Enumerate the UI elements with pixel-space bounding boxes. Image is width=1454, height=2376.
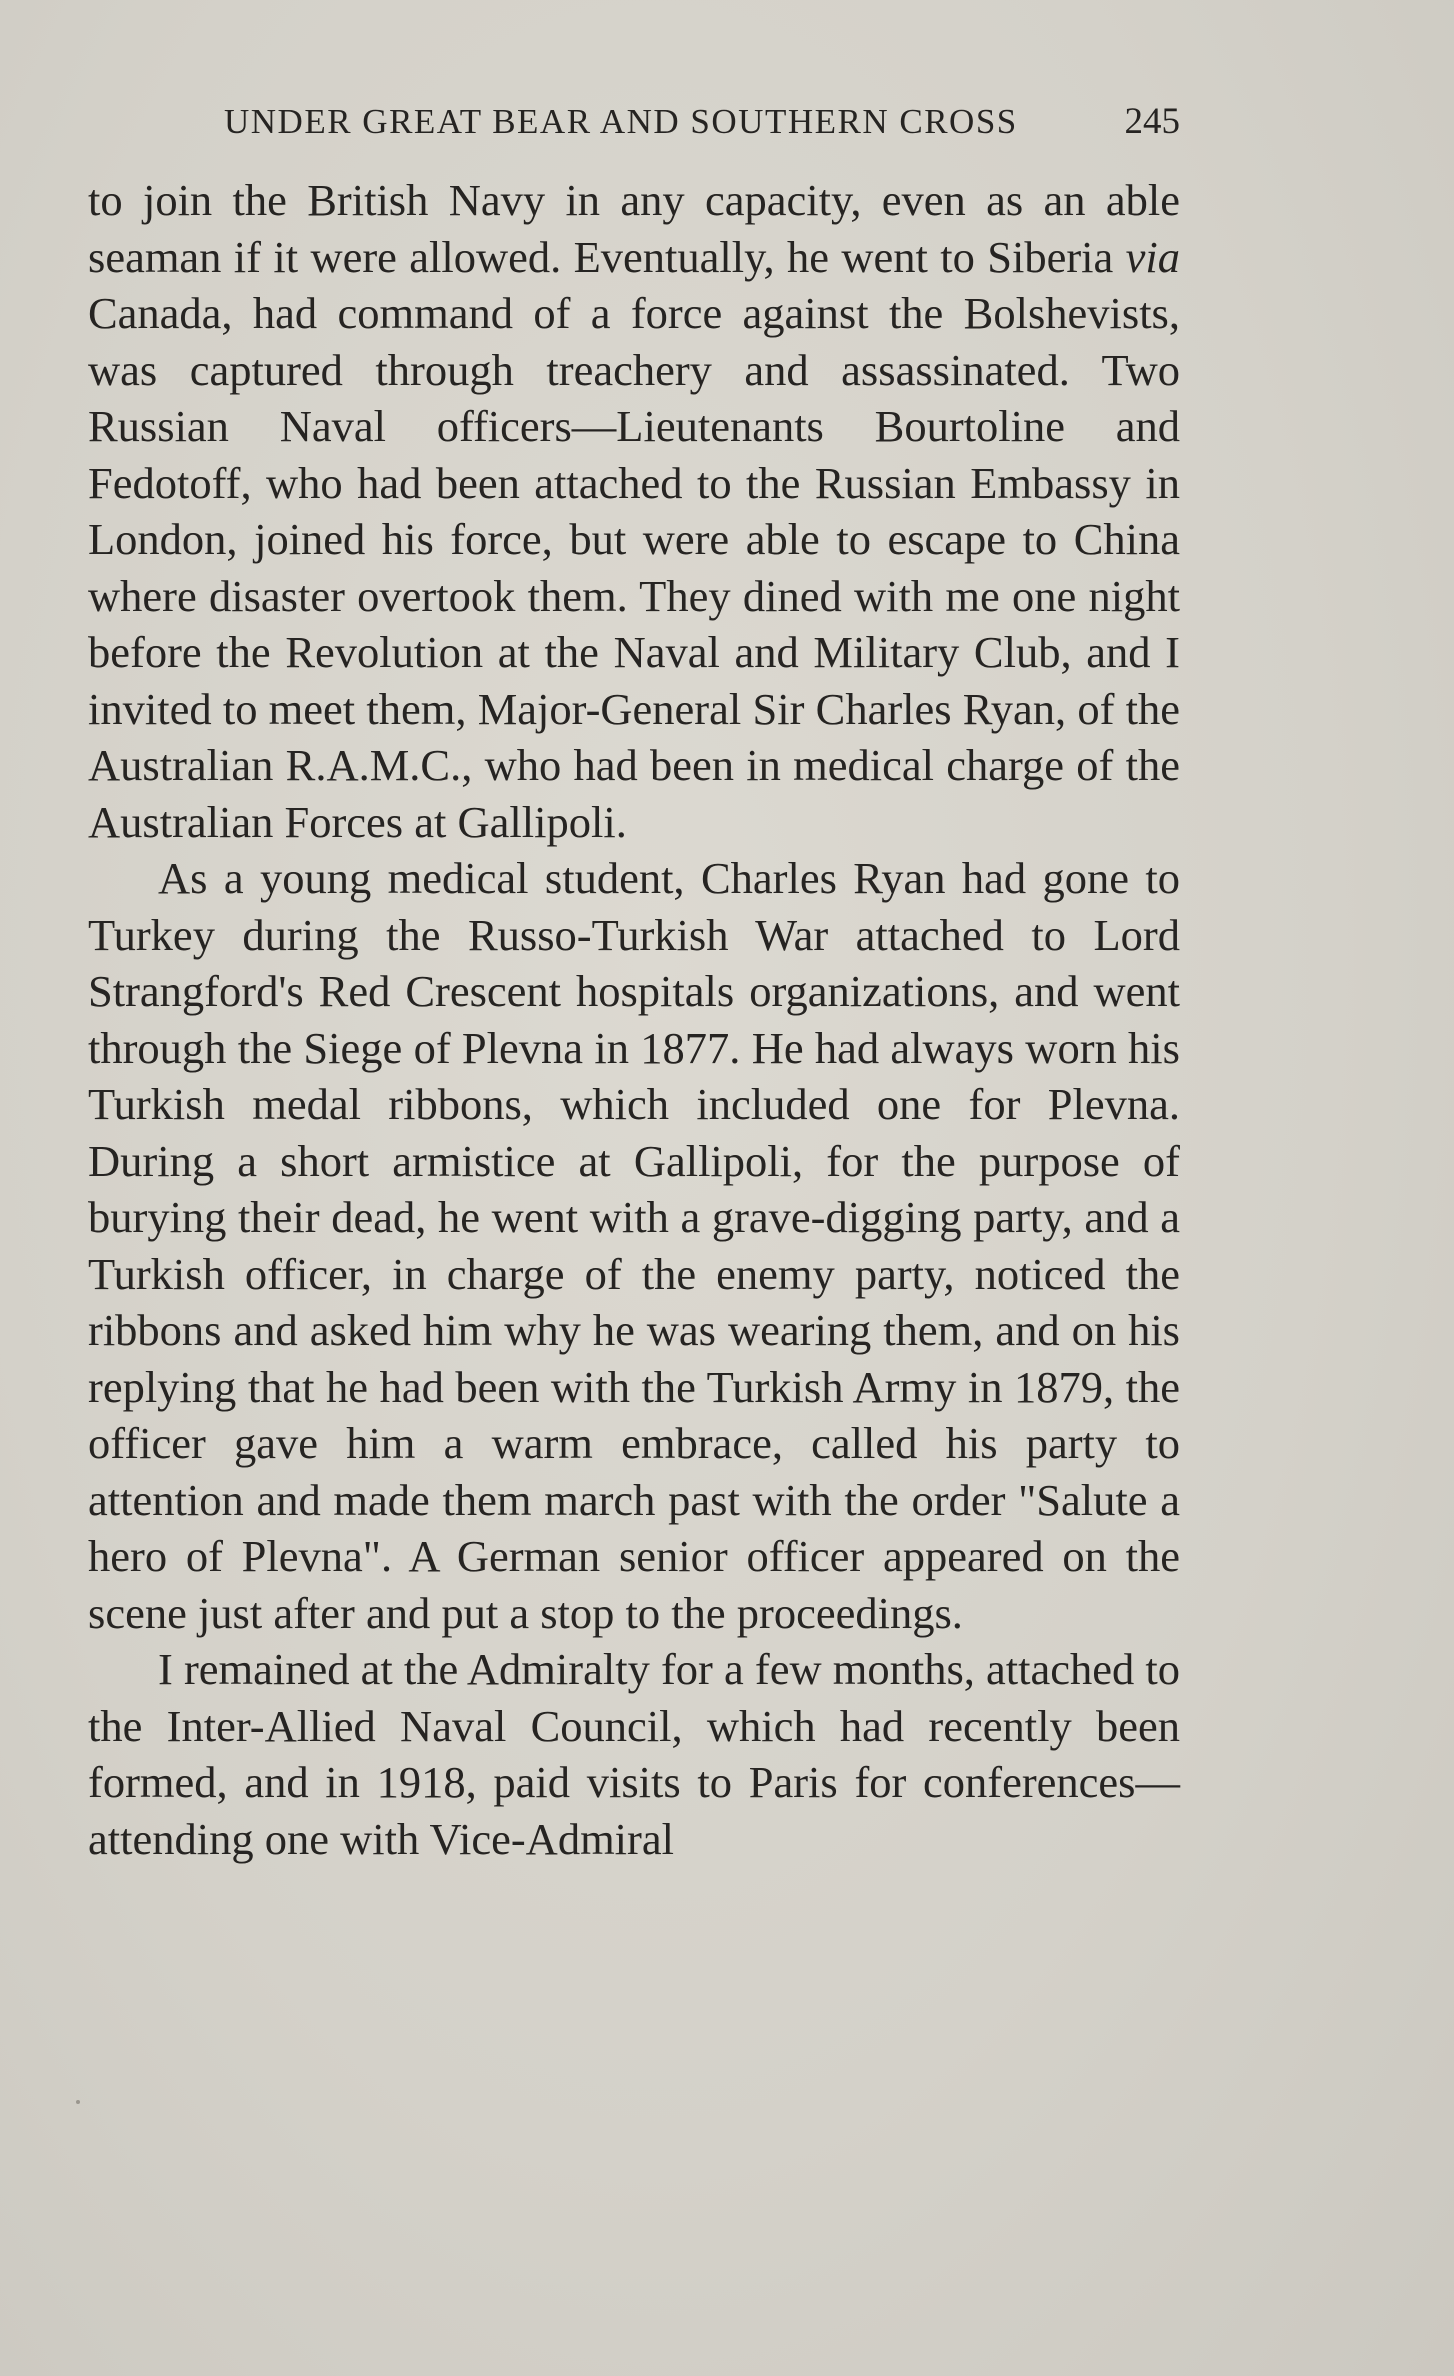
body-text bbox=[88, 172, 1180, 1867]
italic-word: via bbox=[1125, 231, 1180, 282]
paragraph-admiralty: I remained at the Admiralty for a few months, attached to the Inter-Allied Naval Council, which had recently been formed, and in 1918, paid visits to Paris for conferences—attending one with Vice-Admiral bbox=[88, 1644, 1180, 1864]
paper-speck bbox=[76, 2100, 80, 2104]
paragraph-continuation bbox=[88, 172, 1180, 850]
paragraph-charles-ryan: As a young medical student, Charles Ryan had gone to Turkey during the Russo-Turkish War attached to Lord Strangford's Red Crescent hospitals organizations, and went through the Siege of Plevna in 1877. He had always worn his Turkish medal ribbons, which included one for Plevna. During a short armistice at Gallipoli, for the purpose of burying their dead, he went with a grave-digging party, and a Turkish officer, in charge of the enemy party, noticed the ribbons and asked him why he was wearing them, and on his replying that he had been with the Turkish Army in 1879, the officer gave him a warm embrace, called his party to attention and made them march past with the order "Salute a hero of Plevna". A German senior officer appeared on the scene just after and put a stop to the proceedings. bbox=[88, 853, 1180, 1638]
paragraph-text: to join the British Navy in any capacity, even as an able seaman if it were allowed. Eventually, he went to Siberia bbox=[88, 175, 1180, 282]
running-header bbox=[224, 100, 1180, 156]
running-title: UNDER GREAT BEAR AND SOUTHERN CROSS bbox=[224, 102, 1018, 141]
page-number: 245 bbox=[1124, 101, 1180, 142]
paragraph-text: Canada, had command of a force against the Bolshevists, was captured through treachery and assassinated. Two Russian Naval officers—Lieutenants Bourtoline and Fedotoff, who had been attached to the Russian Embassy in London, joined his force, but were able to escape to China where disaster overtook them. They dined with me one night before the Revolution at the Naval and Military Club, and I invited to meet them, Major-General Sir Charles Ryan, of the Australian R.A.M.C., who had been in medical charge of the Australian Forces at Gallipoli. bbox=[88, 288, 1180, 847]
